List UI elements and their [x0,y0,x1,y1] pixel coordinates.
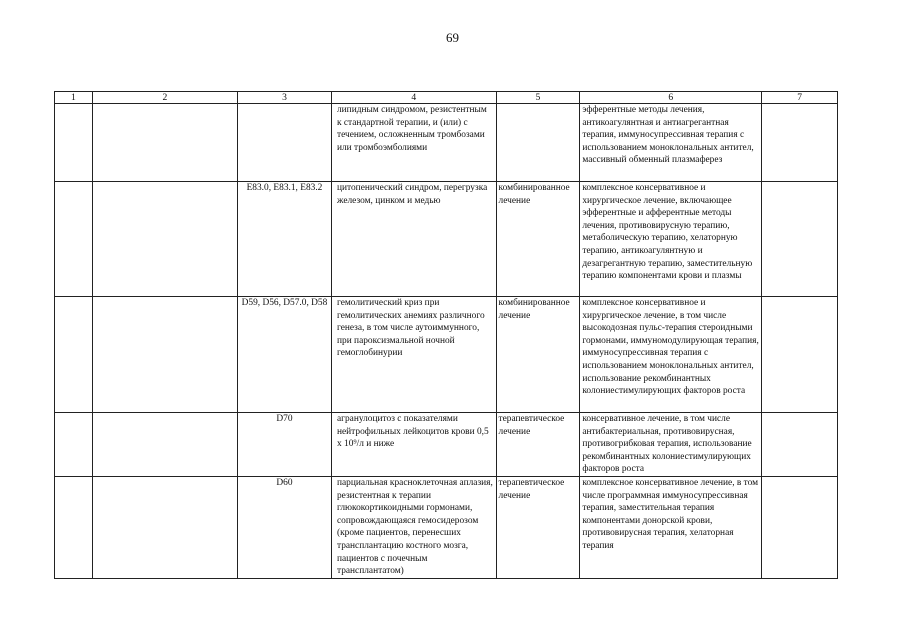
diagnosis-code-cell: D70 [237,413,331,477]
empty-cell [55,297,93,413]
diagnosis-code-cell: D60 [237,476,331,578]
diagnosis-code-cell: D59, D56, D57.0, D58 [237,297,331,413]
column-header: 4 [331,92,496,104]
empty-cell [55,182,93,297]
empty-cell [762,182,838,297]
empty-cell [762,297,838,413]
treatment-type-cell [496,104,580,182]
page-number: 69 [446,30,459,45]
empty-cell [55,104,93,182]
empty-cell [55,413,93,477]
condition-cell: парциальная красноклеточная аплазия, резистентная к терапии глюкокортикоидными гормонами, сопровождающаяся гемосидерозом (кроме пациентов, перенесших трансплантацию костного мозга, пациентов с почечным трансплантатом) [331,476,496,578]
empty-cell [762,104,838,182]
column-header: 7 [762,92,838,104]
treatment-type-cell: терапевтическое лечение [496,413,580,477]
empty-cell [762,413,838,477]
condition-cell: гемолитический криз при гемолитических анемиях различного генеза, в том числе аутоиммунного, при пароксизмальной ночной гемоглобинурии [331,297,496,413]
condition-cell: агранулоцитоз с показателями нейтрофильных лейкоцитов крови 0,5 x 10⁹/л и ниже [331,413,496,477]
treatment-method-cell: эфферентные методы лечения, антикоагулянтная и антиагрегантная терапия, иммуносупрессивная терапия с использованием моноклональных антител, массивный обменный плазмаферез [580,104,762,182]
table-row [55,413,838,477]
treatment-type-cell: терапевтическое лечение [496,476,580,578]
empty-cell [92,182,237,297]
table-row [55,182,838,297]
table-row [55,104,838,182]
header-row [55,92,838,104]
column-header: 2 [92,92,237,104]
condition-cell: цитопенический синдром, перегрузка железом, цинком и медью [331,182,496,297]
table-row [55,476,838,578]
column-header: 3 [237,92,331,104]
column-header: 6 [580,92,762,104]
treatment-method-cell: комплексное консервативное и хирургическое лечение, включающее эфферентные и афферентные методы лечения, противовирусную терапию, метаболическую терапию, хелаторную терапию, антикоагулянтную и дезагрегантную терапию, заместительную терапию компонентами крови и плазмы [580,182,762,297]
treatment-type-cell: комбинированное лечение [496,297,580,413]
diagnosis-code-cell: E83.0, E83.1, E83.2 [237,182,331,297]
table-row [55,297,838,413]
column-header: 5 [496,92,580,104]
treatment-method-cell: комплексное консервативное и хирургическое лечение, в том числе высокодозная пульс-терапия стероидными гормонами, иммуномодулирующая терапия, иммуносупрессивная терапия с использованием моноклональных антител, использование рекомбинантных колониестимулирующих факторов роста [580,297,762,413]
empty-cell [55,476,93,578]
condition-cell: липидным синдромом, резистентным к стандартной терапии, и (или) с течением, осложненным тромбозами или тромбоэмболиями [331,104,496,182]
column-header: 1 [55,92,93,104]
empty-cell [762,476,838,578]
diagnosis-code-cell [237,104,331,182]
empty-cell [92,476,237,578]
medical-care-table [54,91,838,579]
empty-cell [92,413,237,477]
empty-cell [92,297,237,413]
treatment-method-cell: комплексное консервативное лечение, в том числе программная иммуносупрессивная терапия, заместительная терапия компонентами донорской крови, противовирусная терапия, хелаторная терапия [580,476,762,578]
treatment-type-cell: комбинированное лечение [496,182,580,297]
treatment-method-cell: консервативное лечение, в том числе антибактериальная, противовирусная, противогрибковая терапия, использование рекомбинантных колониестимулирующих факторов роста [580,413,762,477]
empty-cell [92,104,237,182]
